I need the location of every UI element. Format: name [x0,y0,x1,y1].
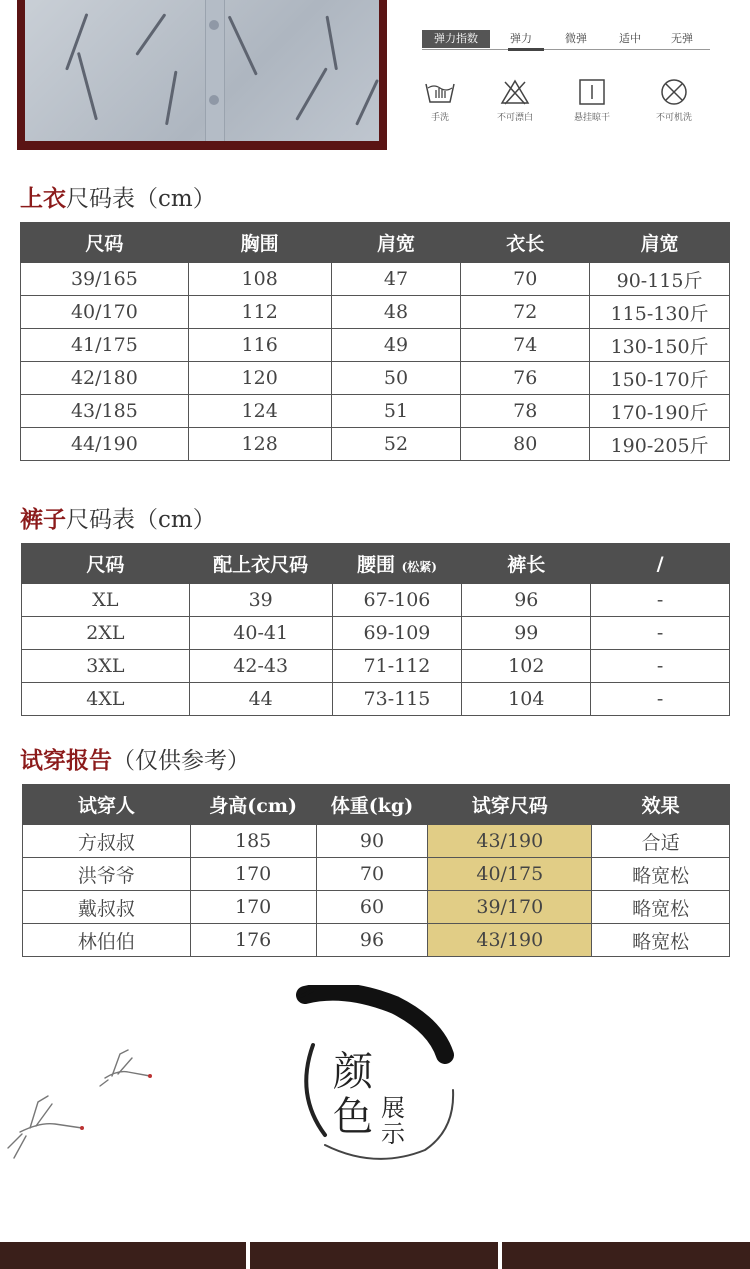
column-header: 尺码 [22,544,190,584]
table-cell: 108 [188,263,331,296]
table-cell: XL [22,584,190,617]
table-cell: 4XL [22,683,190,716]
fit-report-title: 试穿报告（仅供参考） [20,747,250,774]
color-display-char: 色 [333,1094,373,1140]
top-size-title: 上衣尺码表（cm） [20,185,216,212]
table-cell: 43/185 [21,395,189,428]
table-row [21,362,730,395]
table-row [22,584,730,617]
no-machine-wash-icon [658,78,690,106]
column-header: 身高(cm) [190,785,316,825]
table-cell: 40/170 [21,296,189,329]
table-row [21,263,730,296]
table-cell: 戴叔叔 [23,891,191,924]
fit-report-table [22,784,730,957]
ink-circle-icon [285,985,465,1175]
table-cell: 170-190斤 [590,395,730,428]
table-cell: 90-115斤 [590,263,730,296]
table-cell: 40-41 [189,617,332,650]
column-header: 裤长 [462,544,591,584]
product-photo [0,1242,246,1269]
table-cell: 99 [462,617,591,650]
care-label: 不可漂白 [496,113,533,123]
table-row [23,924,730,957]
table-cell: 42-43 [189,650,332,683]
elasticity-scale [422,30,710,48]
table-cell: 略宽松 [592,891,730,924]
product-photo [250,1242,498,1269]
shirt-fabric [25,0,379,141]
table-header-row [22,544,730,584]
pants-size-table [21,543,730,716]
table-row [21,428,730,461]
column-header: 衣长 [461,223,590,263]
table-cell: 49 [331,329,461,362]
table-cell: - [591,617,730,650]
table-cell: 78 [461,395,590,428]
table-cell: 74 [461,329,590,362]
table-cell: - [591,584,730,617]
elasticity-option: 无弹 [671,32,693,45]
table-cell: 44/190 [21,428,189,461]
table-header-row [23,785,730,825]
table-cell: 120 [188,362,331,395]
elasticity-option: 适中 [619,32,641,45]
care-label: 手洗 [430,113,449,123]
table-cell: 方叔叔 [23,825,191,858]
table-row [21,296,730,329]
column-header: 腰围 (松紧) [332,544,462,584]
table-cell: 96 [462,584,591,617]
column-header: 肩宽 [590,223,730,263]
pants-size-title: 裤子尺码表（cm） [20,506,216,533]
table-cell: 70 [461,263,590,296]
table-row [21,329,730,362]
elasticity-option: 微弹 [565,32,587,45]
table-cell: 合适 [592,825,730,858]
column-header: 试穿人 [23,785,191,825]
no-bleach-icon [499,78,531,106]
fit-size-cell: 40/175 [428,858,592,891]
table-cell: 128 [188,428,331,461]
column-header: / [591,544,730,584]
table-cell: 72 [461,296,590,329]
table-cell: 102 [462,650,591,683]
care-item [485,78,545,123]
color-display-char: 展 [381,1094,405,1122]
table-cell: 41/175 [21,329,189,362]
fit-size-cell: 43/190 [428,924,592,957]
table-cell: 190-205斤 [590,428,730,461]
table-cell: 130-150斤 [590,329,730,362]
table-cell: 170 [190,891,316,924]
color-photo-strip [0,1242,750,1269]
table-cell: 48 [331,296,461,329]
column-header: 体重(kg) [316,785,428,825]
fit-size-cell: 43/190 [428,825,592,858]
table-cell: 林伯伯 [23,924,191,957]
crane-icon [0,1040,170,1170]
table-cell: 112 [188,296,331,329]
table-row [23,825,730,858]
table-cell: 60 [316,891,428,924]
table-cell: 115-130斤 [590,296,730,329]
table-cell: 3XL [22,650,190,683]
table-cell: 39 [189,584,332,617]
table-cell: 76 [461,362,590,395]
table-cell: 42/180 [21,362,189,395]
table-cell: 51 [331,395,461,428]
table-row [23,858,730,891]
care-item [644,78,704,123]
color-display-logo [285,985,465,1175]
table-cell: 150-170斤 [590,362,730,395]
care-label: 悬挂晾干 [573,113,610,123]
product-photo [17,0,387,150]
table-cell: 70 [316,858,428,891]
table-cell: 71-112 [332,650,462,683]
hand-wash-icon [424,78,456,106]
table-cell: 176 [190,924,316,957]
table-cell: 124 [188,395,331,428]
table-cell: - [591,683,730,716]
care-label: 不可机洗 [655,113,692,123]
table-header-row [21,223,730,263]
table-cell: 96 [316,924,428,957]
table-cell: 73-115 [332,683,462,716]
table-cell: 69-109 [332,617,462,650]
table-cell: 104 [462,683,591,716]
table-cell: 185 [190,825,316,858]
color-display-char: 示 [381,1120,405,1148]
column-header: 肩宽 [331,223,461,263]
table-row [22,617,730,650]
fit-size-cell: 39/170 [428,891,592,924]
table-cell: 略宽松 [592,858,730,891]
table-cell: 90 [316,825,428,858]
table-cell: 略宽松 [592,924,730,957]
table-cell: 47 [331,263,461,296]
elasticity-label: 弹力指数 [422,30,490,48]
table-row [21,395,730,428]
table-cell: 67-106 [332,584,462,617]
column-header: 配上衣尺码 [189,544,332,584]
table-cell: 洪爷爷 [23,858,191,891]
column-header: 尺码 [21,223,189,263]
table-cell: 170 [190,858,316,891]
column-header: 胸围 [188,223,331,263]
table-cell: 2XL [22,617,190,650]
care-item [562,78,622,123]
table-row [23,891,730,924]
color-display-char: 颜 [333,1049,373,1095]
elasticity-selected-marker [508,48,544,51]
table-row [22,683,730,716]
care-item [410,78,470,123]
product-photo [502,1242,750,1269]
table-cell: 39/165 [21,263,189,296]
table-cell: 44 [189,683,332,716]
elasticity-option: 弹力 [510,32,532,45]
table-row [22,650,730,683]
hang-dry-icon [576,78,608,106]
table-cell: - [591,650,730,683]
table-cell: 80 [461,428,590,461]
table-cell: 50 [331,362,461,395]
column-header: 效果 [592,785,730,825]
top-size-table [20,222,730,461]
table-cell: 52 [331,428,461,461]
table-cell: 116 [188,329,331,362]
column-header: 试穿尺码 [428,785,592,825]
